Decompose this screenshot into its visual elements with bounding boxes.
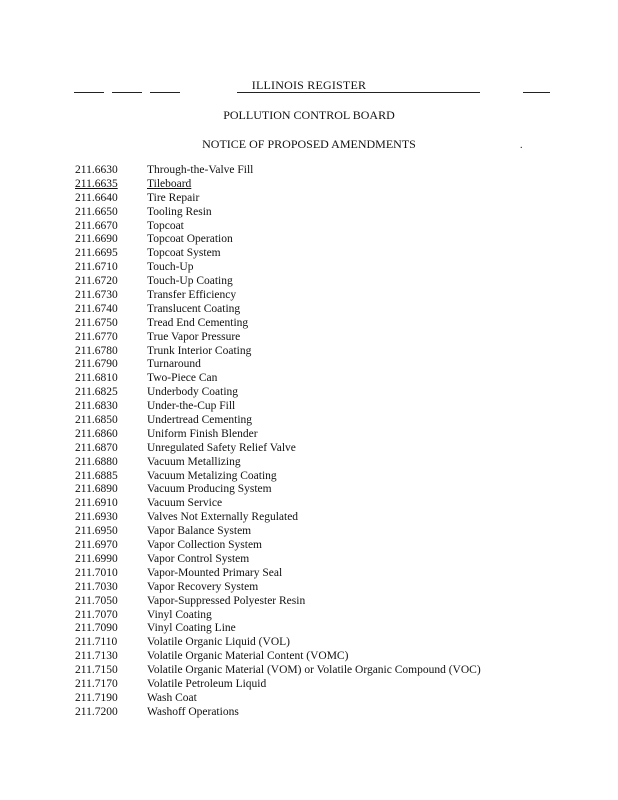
definition-term: Topcoat System [147,247,221,260]
definition-term: Underbody Coating [147,386,239,399]
definition-row [75,650,575,664]
definition-term: Vapor-Suppressed Polyester Resin [147,594,306,607]
definition-row [75,414,575,428]
definition-term: Vapor-Mounted Primary Seal [147,566,283,579]
definition-term: Tread End Cementing [147,316,249,329]
definition-term: Volatile Organic Material Content (VOMC) [147,650,349,663]
section-number: 211.7110 [75,636,118,649]
section-number: 211.6635 [75,177,118,190]
definition-row [75,233,575,247]
definition-row [75,609,575,623]
definition-row [75,664,575,678]
definitions-list [75,164,575,720]
definition-row [75,247,575,261]
section-number: 211.6710 [75,261,118,274]
section-number: 211.6930 [75,511,118,524]
definition-row [75,525,575,539]
definition-term: Vacuum Metalizing Coating [147,469,277,482]
definition-row [75,261,575,275]
definition-term: Vacuum Service [147,497,223,510]
section-number: 211.6730 [75,289,118,302]
section-number: 211.7130 [75,650,118,663]
definition-term: Vacuum Producing System [147,483,272,496]
section-number: 211.6640 [75,191,118,204]
section-number: 211.7190 [75,691,118,704]
definition-row [75,192,575,206]
definition-term: Two-Piece Can [147,372,218,385]
section-number: 211.6910 [75,497,118,510]
section-number: 211.6810 [75,372,118,385]
section-number: 211.6885 [75,469,118,482]
definition-term: Volatile Organic Material (VOM) or Volatile Organic Compound (VOC) [147,664,481,677]
definition-row [75,553,575,567]
register-title [0,78,618,93]
definition-term: True Vapor Pressure [147,330,241,343]
definition-term: Vinyl Coating Line [147,622,236,635]
definition-term: Washoff Operations [147,705,239,718]
section-number: 211.7200 [75,705,118,718]
section-number: 211.6880 [75,455,118,468]
definition-term: Unregulated Safety Relief Valve [147,441,296,454]
definition-row [75,442,575,456]
section-number: 211.7070 [75,608,118,621]
definition-term: Volatile Organic Liquid (VOL) [147,636,290,649]
definition-row [75,386,575,400]
section-number: 211.7010 [75,566,118,579]
definition-term: Vapor Recovery System [147,580,259,593]
definition-term: Vapor Control System [147,552,250,565]
section-number: 211.6690 [75,233,118,246]
stray-mark: . [520,140,523,151]
definition-row [75,567,575,581]
definition-term: Vinyl Coating [147,608,212,621]
definition-row [75,372,575,386]
definition-row [75,317,575,331]
definition-term: Undertread Cementing [147,414,253,427]
definition-row [75,483,575,497]
section-number: 211.6825 [75,386,118,399]
section-number: 211.6890 [75,483,118,496]
definition-term: Wash Coat [147,691,197,704]
definition-row [75,706,575,720]
section-number: 211.6830 [75,400,118,413]
definition-term: Topcoat [147,219,184,232]
definition-term: Under-the-Cup Fill [147,400,236,413]
definition-term: Topcoat Operation [147,233,233,246]
definition-row [75,678,575,692]
definition-term: Touch-Up [147,261,194,274]
definition-row [75,220,575,234]
definition-row [75,497,575,511]
definition-term: Turnaround [147,358,201,371]
definition-row [75,206,575,220]
definition-term: Tooling Resin [147,205,212,218]
section-number: 211.6970 [75,539,118,552]
section-number: 211.6670 [75,219,118,232]
section-number: 211.6780 [75,344,118,357]
definition-term: Vapor Collection System [147,539,262,552]
section-number: 211.6650 [75,205,118,218]
definition-term: Tileboard [147,177,192,190]
definition-term: Valves Not Externally Regulated [147,511,299,524]
definition-row [75,456,575,470]
definition-term: Transfer Efficiency [147,289,237,302]
section-number: 211.6990 [75,552,118,565]
section-number: 211.6695 [75,247,118,260]
definition-row [75,581,575,595]
definition-row [75,692,575,706]
definition-row [75,331,575,345]
definition-term: Translucent Coating [147,302,241,315]
definition-term: Tire Repair [147,191,200,204]
definition-row [75,303,575,317]
definition-term: Vapor Balance System [147,525,252,538]
section-number: 211.6850 [75,414,118,427]
section-number: 211.6870 [75,441,118,454]
definition-row [75,345,575,359]
definition-row [75,400,575,414]
definition-row [75,178,575,192]
section-number: 211.7150 [75,664,118,677]
definition-row [75,275,575,289]
definition-term: Vacuum Metallizing [147,455,241,468]
definition-row [75,622,575,636]
definition-row [75,470,575,484]
definition-row [75,539,575,553]
definition-term: Trunk Interior Coating [147,344,252,357]
section-number: 211.6950 [75,525,118,538]
section-number: 211.7050 [75,594,118,607]
section-number: 211.6630 [75,164,118,176]
notice-title: NOTICE OF PROPOSED AMENDMENTS [202,137,416,151]
definition-row [75,511,575,525]
definition-term: Volatile Petroleum Liquid [147,677,267,690]
section-number: 211.7170 [75,677,118,690]
definition-term: Through-the-Valve Fill [147,164,254,176]
definition-row [75,289,575,303]
definition-term: Touch-Up Coating [147,275,233,288]
definition-term: Uniform Finish Blender [147,427,258,440]
register-title-text: ILLINOIS REGISTER [249,78,369,92]
definition-row [75,428,575,442]
section-number: 211.7090 [75,622,118,635]
section-number: 211.6770 [75,330,118,343]
definition-row [75,358,575,372]
definition-row [75,164,575,178]
section-number: 211.6860 [75,427,118,440]
definition-row [75,595,575,609]
section-number: 211.6720 [75,275,118,288]
definition-row [75,636,575,650]
section-number: 211.6790 [75,358,118,371]
section-number: 211.6740 [75,302,118,315]
section-number: 211.6750 [75,316,118,329]
board-title: POLLUTION CONTROL BOARD [223,108,395,122]
section-number: 211.7030 [75,580,118,593]
